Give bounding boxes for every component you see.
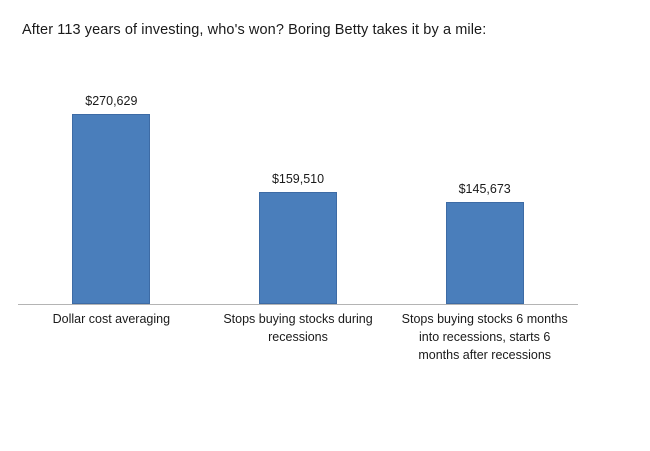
category-label: Stops buying stocks 6 months into recessions, starts 6 months after recessions (401, 312, 568, 363)
bar-slot (18, 72, 205, 304)
bar-value-label: $159,510 (271, 172, 325, 186)
category-label: Dollar cost averaging (52, 312, 171, 326)
plot-area (18, 72, 578, 304)
bar[interactable] (446, 202, 524, 304)
bar-slot (205, 72, 392, 304)
x-axis-labels (18, 310, 578, 364)
x-axis-line (18, 304, 578, 305)
bar-value-label: $270,629 (85, 94, 138, 108)
bar[interactable] (72, 114, 150, 304)
category-label: Stops buying stocks during recessions (223, 312, 373, 345)
chart-title: After 113 years of investing, who's won? Boring Betty takes it by a mile: (22, 22, 487, 38)
bar-group (18, 72, 578, 304)
bar-value-label: $145,673 (458, 182, 511, 196)
bar[interactable] (259, 192, 337, 304)
bar-slot (391, 72, 578, 304)
